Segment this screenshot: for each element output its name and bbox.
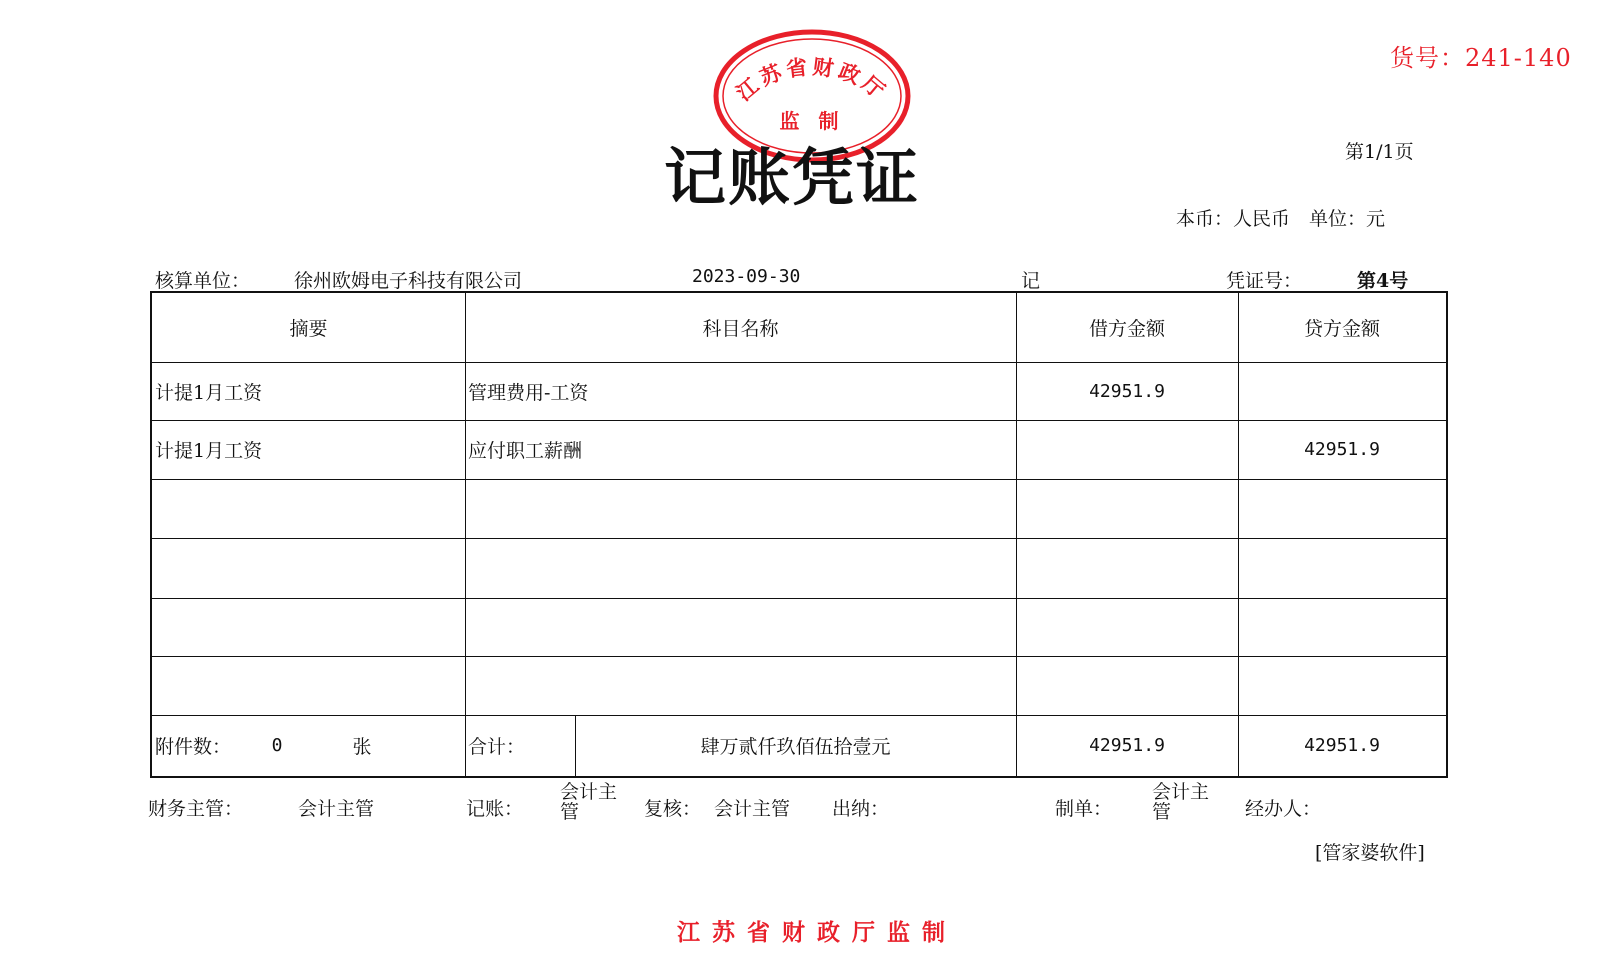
- total-credit: 42951.9: [1304, 735, 1380, 756]
- stamp-bottom-text: 监 制: [779, 109, 845, 133]
- row-2-credit: 42951.9: [1304, 439, 1380, 460]
- finance-manager-label: 财务主管：: [148, 798, 244, 820]
- reviewer-label: 复核：: [644, 798, 702, 820]
- row-2-account: 应付职工薪酬: [468, 440, 583, 462]
- row-2-debit: [1016, 420, 1238, 479]
- total-in-words: 肆万贰仟玖佰伍拾壹元: [700, 736, 891, 758]
- header-debit: 借方金额: [1088, 318, 1165, 340]
- voucher-date: 2023-09-30: [692, 266, 801, 287]
- accounting-unit-value: 徐州欧姆电子科技有限公司: [294, 270, 523, 292]
- page-indicator: 第1/1页: [1345, 141, 1414, 163]
- page-title: 记账凭证: [664, 141, 921, 214]
- voucher-number-label: 凭证号：: [1226, 270, 1303, 292]
- bookkeeper-label: 记账：: [466, 798, 524, 820]
- row-6-summary: [152, 656, 465, 715]
- row-1-debit: 42951.9: [1089, 380, 1165, 402]
- cargo-number: 货号：241-140: [1390, 44, 1572, 72]
- attachments-count: 0: [271, 735, 283, 756]
- row-1-credit: [1238, 362, 1446, 420]
- voucher-table: [150, 291, 1448, 778]
- attachments-label: 附件数：: [155, 736, 232, 758]
- voucher-type: 记: [1021, 270, 1041, 292]
- header-summary: 摘要: [289, 318, 328, 340]
- row-4-summary: [152, 538, 465, 598]
- header-credit: 贷方金额: [1303, 318, 1380, 340]
- accounting-unit-label: 核算单位：: [155, 270, 251, 292]
- maker-value: 会计主管: [1152, 781, 1210, 823]
- bookkeeper-value: 会计主管: [560, 781, 618, 823]
- voucher-number-value: 第4号: [1357, 270, 1409, 292]
- total-label: 合计：: [468, 736, 526, 758]
- software-tag: [管家婆软件]: [1315, 842, 1425, 864]
- maker-label: 制单：: [1055, 798, 1113, 820]
- handler-label: 经办人：: [1245, 798, 1322, 820]
- cashier-label: 出纳：: [832, 798, 890, 820]
- supervision-text: 江苏省财政厅监制: [677, 919, 957, 946]
- currency-unit-line: 本币：人民币 单位：元: [1176, 208, 1386, 230]
- header-account: 科目名称: [702, 318, 779, 340]
- row-2-summary: 计提1月工资: [155, 440, 263, 462]
- stamp-arc-text: 江苏省财政厅: [731, 54, 893, 106]
- reviewer-value: 会计主管: [714, 798, 791, 820]
- attachments-unit: 张: [352, 736, 372, 758]
- row-3-summary: [152, 479, 465, 538]
- row-1-account: 管理费用-工资: [468, 381, 589, 404]
- row-1-summary: 计提1月工资: [155, 381, 263, 404]
- svg-text:江苏省财政厅: [732, 55, 892, 106]
- finance-manager-value: 会计主管: [298, 798, 375, 820]
- row-5-summary: [152, 598, 465, 656]
- total-debit: 42951.9: [1089, 735, 1165, 756]
